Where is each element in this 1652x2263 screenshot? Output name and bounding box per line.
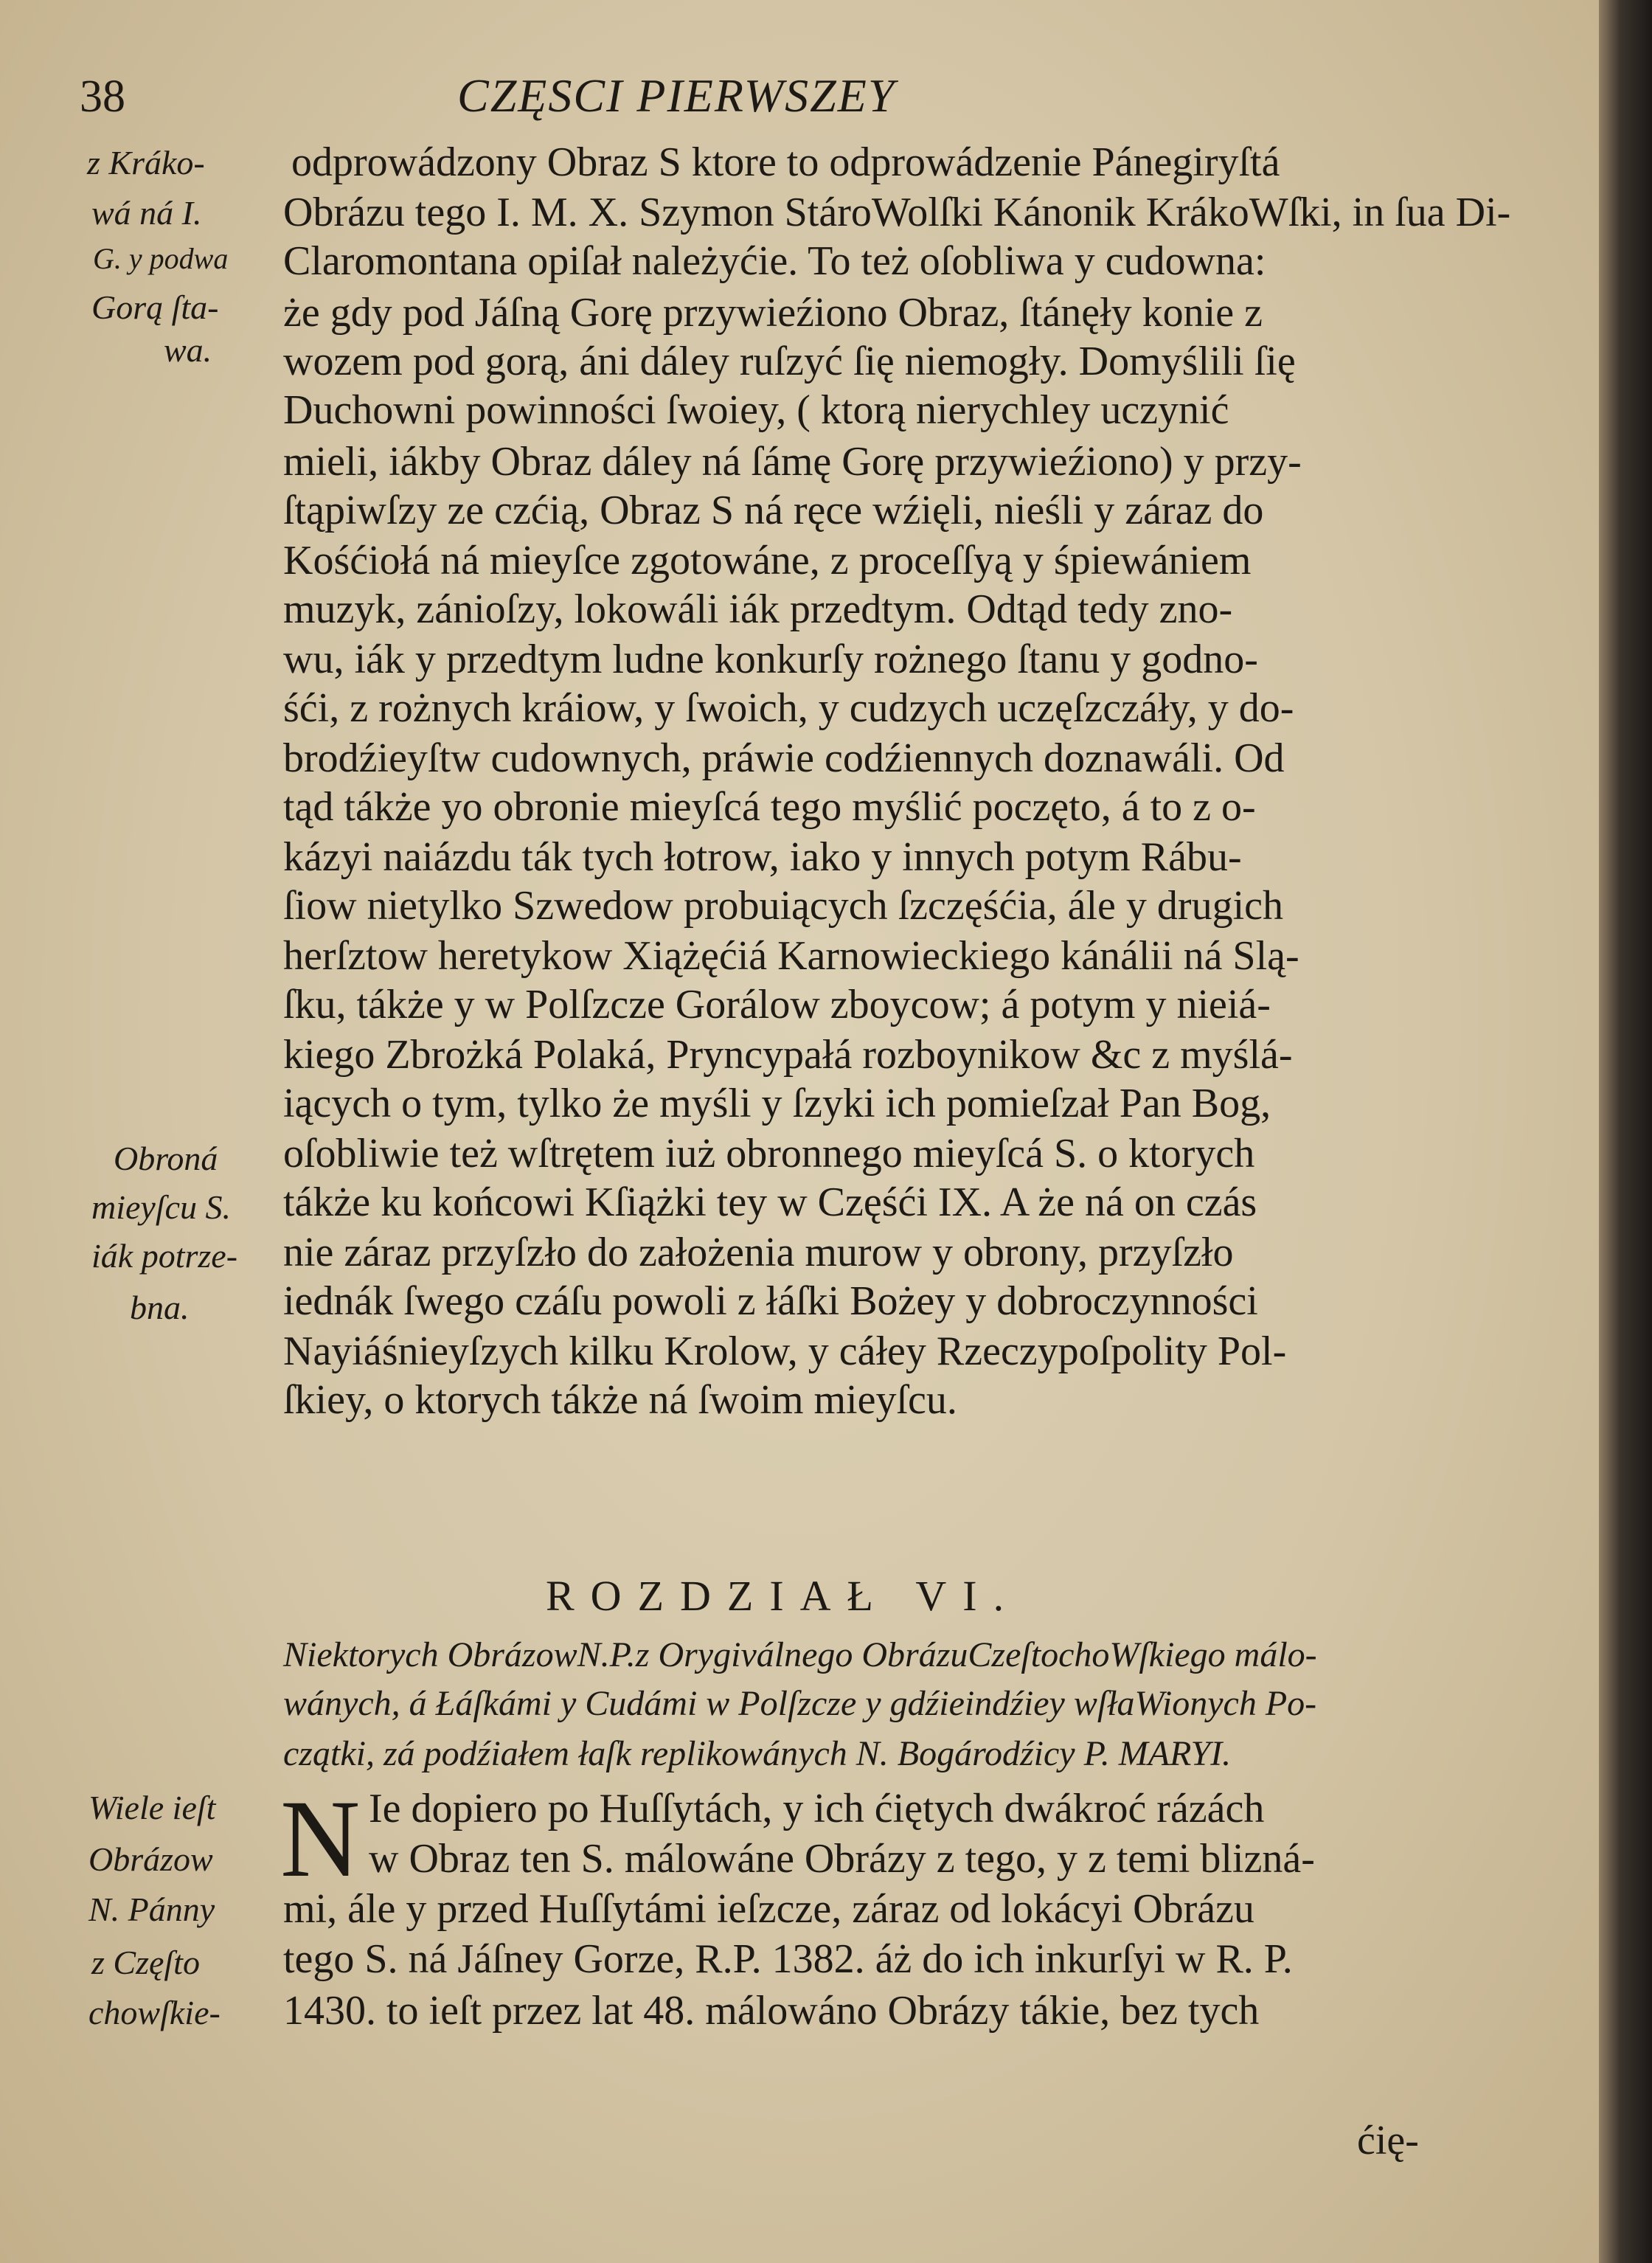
margin-note: wa. xyxy=(164,331,212,369)
body-line: wu, iák y przedtym ludne konkurſy rożnego ſtanu y godno- xyxy=(283,637,1258,682)
catchword: ćię- xyxy=(1357,2118,1419,2163)
margin-note: chowſkie- xyxy=(88,1994,221,2031)
margin-note: Wiele ieſt xyxy=(88,1789,216,1826)
margin-note: Gorą ſta- xyxy=(91,288,219,326)
running-head: CZĘSCI PIERWSZEY xyxy=(457,69,896,122)
margin-note: z Kráko- xyxy=(87,144,205,181)
drop-cap: N xyxy=(280,1778,361,1900)
chapter-subtitle-line: wánych, á Łáſkámi y Cudámi w Polſzcze y gdźieindźiey wſłaWionych Po- xyxy=(283,1684,1317,1723)
chapter-line: w Obraz ten S. málowáne Obrázy z tego, y z temi blizná- xyxy=(369,1836,1315,1882)
body-line: kiego Zbrożká Polaká, Pryncypałá rozboynikow &c z myślá- xyxy=(283,1032,1293,1078)
body-line: iednák ſwego czáſu powoli z łáſki Bożey y dobroczynności xyxy=(283,1278,1258,1324)
chapter-line: mi, ále y przed Huſſytámi ieſzcze, záraz od lokácyi Obrázu xyxy=(283,1886,1254,1932)
body-line: śći, z rożnych kráiow, y ſwoich, y cudzych uczęſzczáły, y do- xyxy=(283,685,1294,731)
book-gutter xyxy=(1599,0,1652,2263)
body-line: Claromontana opiſał należyćie. To też oſobliwa y cudowna: xyxy=(283,238,1266,284)
chapter-subtitle-line: czątki, zá podźiałem łaſk replikowánych N. Bogárodźicy P. MARYI. xyxy=(283,1734,1232,1773)
body-line: Obrázu tego I. M. X. Szymon StároWolſki Kánonik KrákoWſki, in ſua Di- xyxy=(283,190,1511,235)
body-line: kázyi naiázdu ták tych łotrow, iako y innych potym Rábu- xyxy=(283,834,1242,880)
body-line: że gdy pod Jáſną Gorę przywieźiono Obraz, ſtánęły konie z xyxy=(283,290,1263,336)
margin-note: z Częſto xyxy=(91,1944,200,1981)
body-line: herſztow heretykow Xiążęćiá Karnowieckiego kánálii ná Slą- xyxy=(283,933,1299,979)
body-line: muzyk, zánioſzy, lokowáli iák przedtym. Odtąd tedy zno- xyxy=(283,586,1233,632)
margin-note: iák potrze- xyxy=(91,1237,238,1275)
margin-note: mieyſcu S. xyxy=(91,1188,232,1226)
body-line: ſku, tákże y w Polſzcze Gorálow zboycow; á potym y nieiá- xyxy=(283,982,1271,1027)
body-line: ſkiey, o ktorych tákże ná ſwoim mieyſcu. xyxy=(283,1377,957,1423)
body-line: nie záraz przyſzło do założenia murow y obrony, przyſzło xyxy=(283,1230,1234,1275)
body-line: tákże ku końcowi Kſiążki tey w Częśći IX. A że ná on czás xyxy=(283,1179,1257,1225)
page-number: 38 xyxy=(80,72,125,122)
margin-note: bna. xyxy=(130,1289,190,1326)
margin-note: N. Pánny xyxy=(88,1891,215,1928)
margin-note: wá ná I. xyxy=(91,194,202,232)
body-line: Nayiáśnieyſzych kilku Krolow, y cáłey Rzeczypoſpolity Pol- xyxy=(283,1328,1287,1374)
body-line: tąd tákże yo obronie mieyſcá tego myślić poczęto, á to z o- xyxy=(283,784,1256,830)
body-line: Duchowni powinności ſwoiey, ( ktorą nierychley uczynić xyxy=(283,387,1229,433)
chapter-subtitle-line: Niektorych ObrázowN.P.z Orygiválnego ObrázuCzeſtochoWſkiego málo- xyxy=(283,1635,1317,1674)
body-line: ſiow nietylko Szwedow probuiących ſzczęśćia, ále y drugich xyxy=(283,883,1283,929)
chapter-line: Ie dopiero po Huſſytách, y ich ćiętych dwákroć rázách xyxy=(369,1786,1265,1831)
body-line: odprowádzony Obraz S ktore to odprowádzenie Pánegiryſtá xyxy=(291,139,1280,185)
body-line: mieli, iákby Obraz dáley ná ſámę Gorę przywieźiono) y przy- xyxy=(283,439,1302,485)
body-line: wozem pod gorą, áni dáley ruſzyć ſię niemogły. Domyślili ſię xyxy=(283,339,1296,384)
chapter-line: tego S. ná Jáſney Gorze, R.P. 1382. áż do ich inkurſyi w R. P. xyxy=(283,1936,1293,1982)
body-line: ſtąpiwſzy ze czćią, Obraz S ná ręce wźięli, nieśli y záraz do xyxy=(283,488,1264,533)
margin-note: G. y podwa xyxy=(93,242,229,275)
margin-note: Obrázow xyxy=(88,1840,213,1878)
chapter-heading: ROZDZIAŁ VI. xyxy=(546,1572,1021,1620)
body-line: oſobliwie też wſtrętem iuż obronnego mieyſcá S. o ktorych xyxy=(283,1131,1255,1176)
body-line: brodźieyſtw cudownych, práwie codźiennych doznawáli. Od xyxy=(283,735,1285,781)
margin-note: Obroná xyxy=(114,1140,218,1177)
body-line: iących o tym, tylko że myśli y ſzyki ich pomieſzał Pan Bog, xyxy=(283,1081,1271,1126)
body-line: Kośćiołá ná mieyſce zgotowáne, z proceſſyą y śpiewániem xyxy=(283,538,1252,583)
chapter-line: 1430. to ieſt przez lat 48. málowáno Obrázy tákie, bez tych xyxy=(283,1988,1260,2034)
